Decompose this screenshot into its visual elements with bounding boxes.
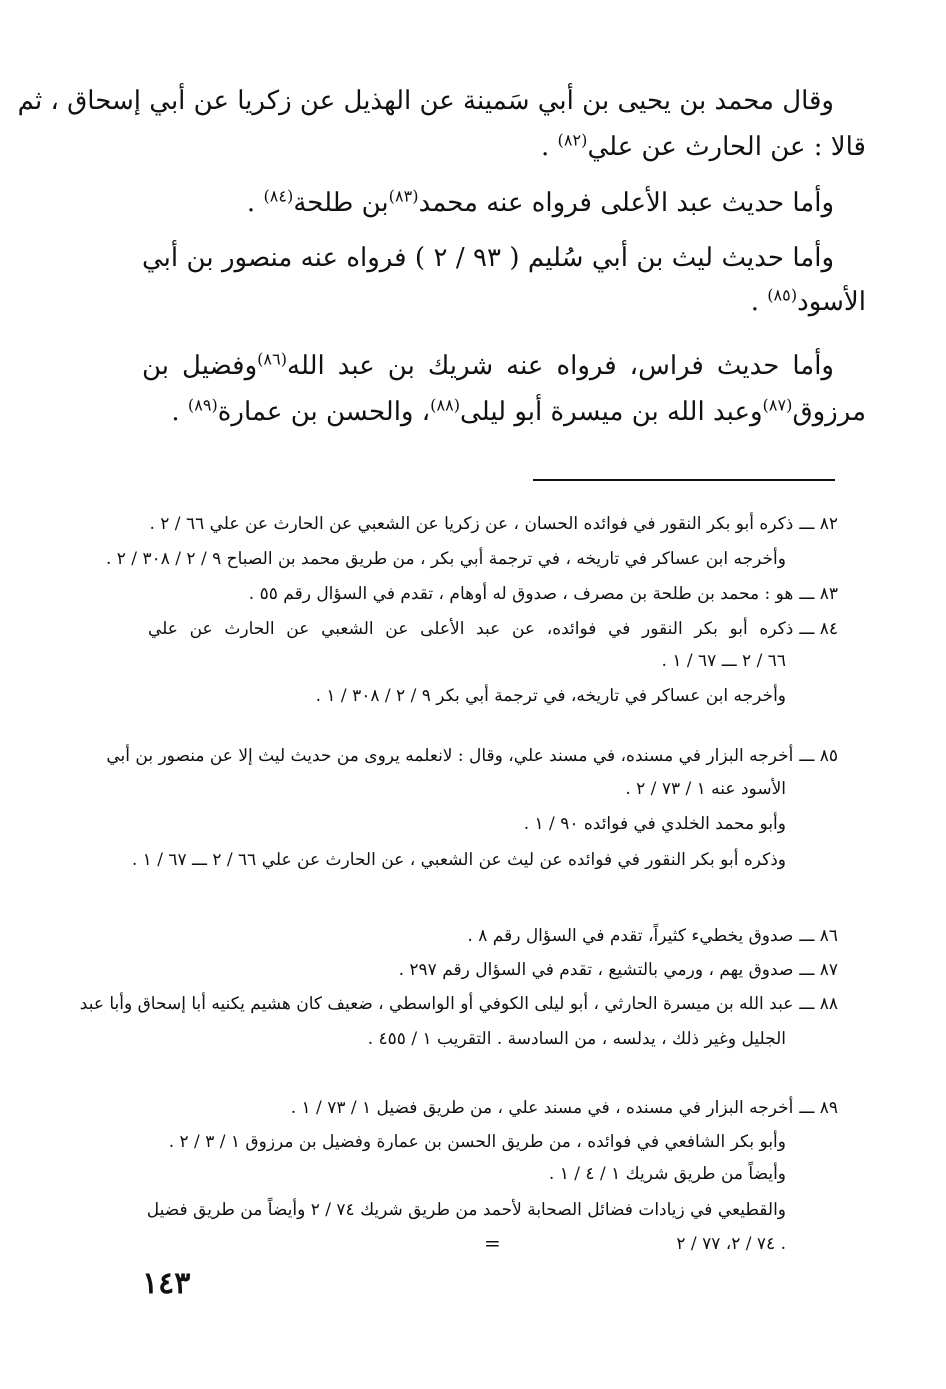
paragraph-1-line-2 [541,132,866,162]
footnote-ref-86: (٨٦) [257,349,288,369]
footnote-86-text-1: صدوق يخطيء كثيراً، تقدم في السؤال رقم ٨ . [467,926,794,946]
footnote-89-text-4: والقطيعي في زيادات فضائل الصحابة لأحمد من طريق شريك ٧٤ / ٢ وأيضاً من طريق فضيل [146,1200,786,1220]
footnote-82-line-1 [149,514,838,534]
paragraph-4-line-1-text-b: وفضيل بن [142,351,258,381]
footnote-separator [533,479,835,481]
footnote-84-text-2: ٦٦ / ٢ ـــ ٦٧ / ١ . [661,651,786,671]
paragraph-2-text-a: وأما حديث عبد الأعلى فرواه عنه محمد [418,188,834,218]
footnote-89-text-2: وأبو بكر الشافعي في فوائده ، من طريق الحسن بن عمارة وفضيل بن مرزوق ١ / ٣ / ٢ . [168,1132,786,1152]
footnote-89-text-5: ٧٤ / ٢، ٧٧ / ٢ . [676,1234,786,1254]
footnote-88-text-2: الجليل وغير ذلك ، يدلسه ، من السادسة . التقريب ١ / ٤٥٥ . [367,1029,786,1049]
paragraph-4-line-1 [142,351,834,381]
continuation-mark: = [484,1231,501,1255]
paragraph-1-line-2-end: . [541,132,558,162]
footnote-85-text-1: أخرجه البزار في مسنده، في مسند علي، وقال : لانعلمه يروى من حديث ليث إلا عن منصور بن أبي [106,746,794,766]
footnote-84-number: ٨٤ ـــ [799,619,838,639]
footnote-85-line-4 [132,850,786,870]
footnote-84-line-1 [148,619,838,639]
footnote-85-line-1 [106,746,838,766]
footnote-ref-87: (٨٧) [762,395,793,415]
paragraph-1-line-2-text: قالا : عن الحارث عن علي [587,132,866,162]
paragraph-4-line-1-text-a: وأما حديث فراس، فرواه عنه شريك بن عبد الله [287,351,834,381]
footnote-88-number: ٨٨ ـــ [799,994,838,1014]
footnote-ref-82: (٨٢) [557,130,588,150]
footnote-ref-83: (٨٣) [388,186,419,206]
footnote-87-number: ٨٧ ـــ [799,960,838,980]
footnote-86-number: ٨٦ ـــ [799,926,838,946]
paragraph-3-line-1-text: وأما حديث ليث بن أبي سُليم ( ٩٣ / ٢ ) فرواه عنه منصور بن أبي [142,243,835,273]
footnote-84-line-2 [662,651,786,671]
footnote-85-text-2: الأسود عنه ١ / ٧٣ / ٢ . [625,779,786,799]
footnote-88-line-1 [79,994,838,1014]
footnote-89-text-3: وأيضاً من طريق شريك ١ / ٤ / ١ . [548,1164,786,1184]
paragraph-4-line-2 [171,397,866,427]
footnote-89-line-4 [148,1200,786,1220]
paragraph-3-line-2-text: الأسود [797,287,866,317]
footnote-85-text-3: وأبو محمد الخلدي في فوائده ٩٠ / ١ . [523,814,786,834]
paragraph-3-line-2-end: . [750,287,768,317]
paragraph-1-line-1-text: وقال محمد بن يحيى بن أبي سَمينة عن الهذيل عن زكريا عن أبي إسحاق ، ثم [17,86,834,116]
footnote-86-line-1 [467,926,838,946]
footnote-88-text-1: عبد الله بن ميسرة الحارثي ، أبو ليلى الكوفي أو الواسطي ، ضعيف كان هشيم يكنيه أبا إسحاق وأبا عبد [79,994,794,1014]
footnote-83-text-1: هو : محمد بن طلحة بن مصرف ، صدوق له أوهام ، تقدم في السؤال رقم ٥٥ . [248,584,794,604]
footnote-85-line-3 [524,814,786,834]
footnote-82-line-2 [106,549,786,569]
page-number: ١٤٣ [142,1266,191,1301]
footnote-89-text-1: أخرجه البزار في مسنده ، في مسند علي ، من طريق فضيل ١ / ٧٣ / ١ . [290,1098,794,1118]
footnote-84-text-3: وأخرجه ابن عساكر في تاريخه، في ترجمة أبي بكر ٩ / ٢ / ٣٠٨ / ١ . [315,686,786,706]
paragraph-4-line-2-text-b: وعبد الله بن ميسرة أبو ليلى [460,397,763,427]
paragraph-2-end: . [246,188,264,218]
footnote-82-text-2: وأخرجه ابن عساكر في تاريخه ، في ترجمة أبي بكر ، من طريق محمد بن الصباح ٩ / ٢ / ٣٠٨ / ٢ . [105,549,786,569]
paragraph-4-line-2-text-c: ، والحسن بن عمارة [217,397,431,427]
footnote-89-line-2 [169,1132,786,1152]
footnote-ref-84: (٨٤) [263,186,294,206]
footnote-87-line-1 [399,960,838,980]
footnote-89-line-1 [291,1098,838,1118]
footnote-84-line-3 [316,686,786,706]
paragraph-2-text-b: بن طلحة [293,188,389,218]
footnote-83-number: ٨٣ ـــ [799,584,838,604]
paragraph-3-line-2 [751,287,866,317]
footnote-ref-85: (٨٥) [767,285,798,305]
paragraph-4-line-2-end: . [171,397,188,427]
footnote-85-number: ٨٥ ـــ [799,746,838,766]
footnote-ref-89: (٨٩) [187,395,218,415]
paragraph-2 [247,188,834,218]
footnote-82-number: ٨٢ ـــ [799,514,838,534]
footnote-87-text-1: صدوق يهم ، ورمي بالتشيع ، تقدم في السؤال رقم ٢٩٧ . [398,960,794,980]
footnote-89-line-5 [676,1234,786,1254]
paragraph-4-line-2-text-a: مرزوق [792,397,866,427]
footnote-89-line-3 [549,1164,786,1184]
footnote-85-line-2 [625,779,786,799]
footnote-88-line-2 [368,1029,786,1049]
footnote-ref-88: (٨٨) [430,395,461,415]
footnote-84-text-1: ذكره أبو بكر النقور في فوائده، عن عبد الأعلى عن الشعبي عن الحارث عن علي [148,619,794,639]
footnote-83-line-1 [249,584,838,604]
paragraph-3-line-1 [142,243,834,273]
footnote-85-text-4: وذكره أبو بكر النقور في فوائده عن ليث عن الشعبي ، عن الحارث عن علي ٦٦ / ٢ ـــ ٦٧ / ١ . [131,850,786,870]
paragraph-1-line-1 [17,86,834,116]
footnote-89-number: ٨٩ ـــ [799,1098,838,1118]
footnote-82-text-1: ذكره أبو بكر النقور في فوائده الحسان ، عن زكريا عن الشعبي عن الحارث عن علي ٦٦ / ٢ . [149,514,794,534]
